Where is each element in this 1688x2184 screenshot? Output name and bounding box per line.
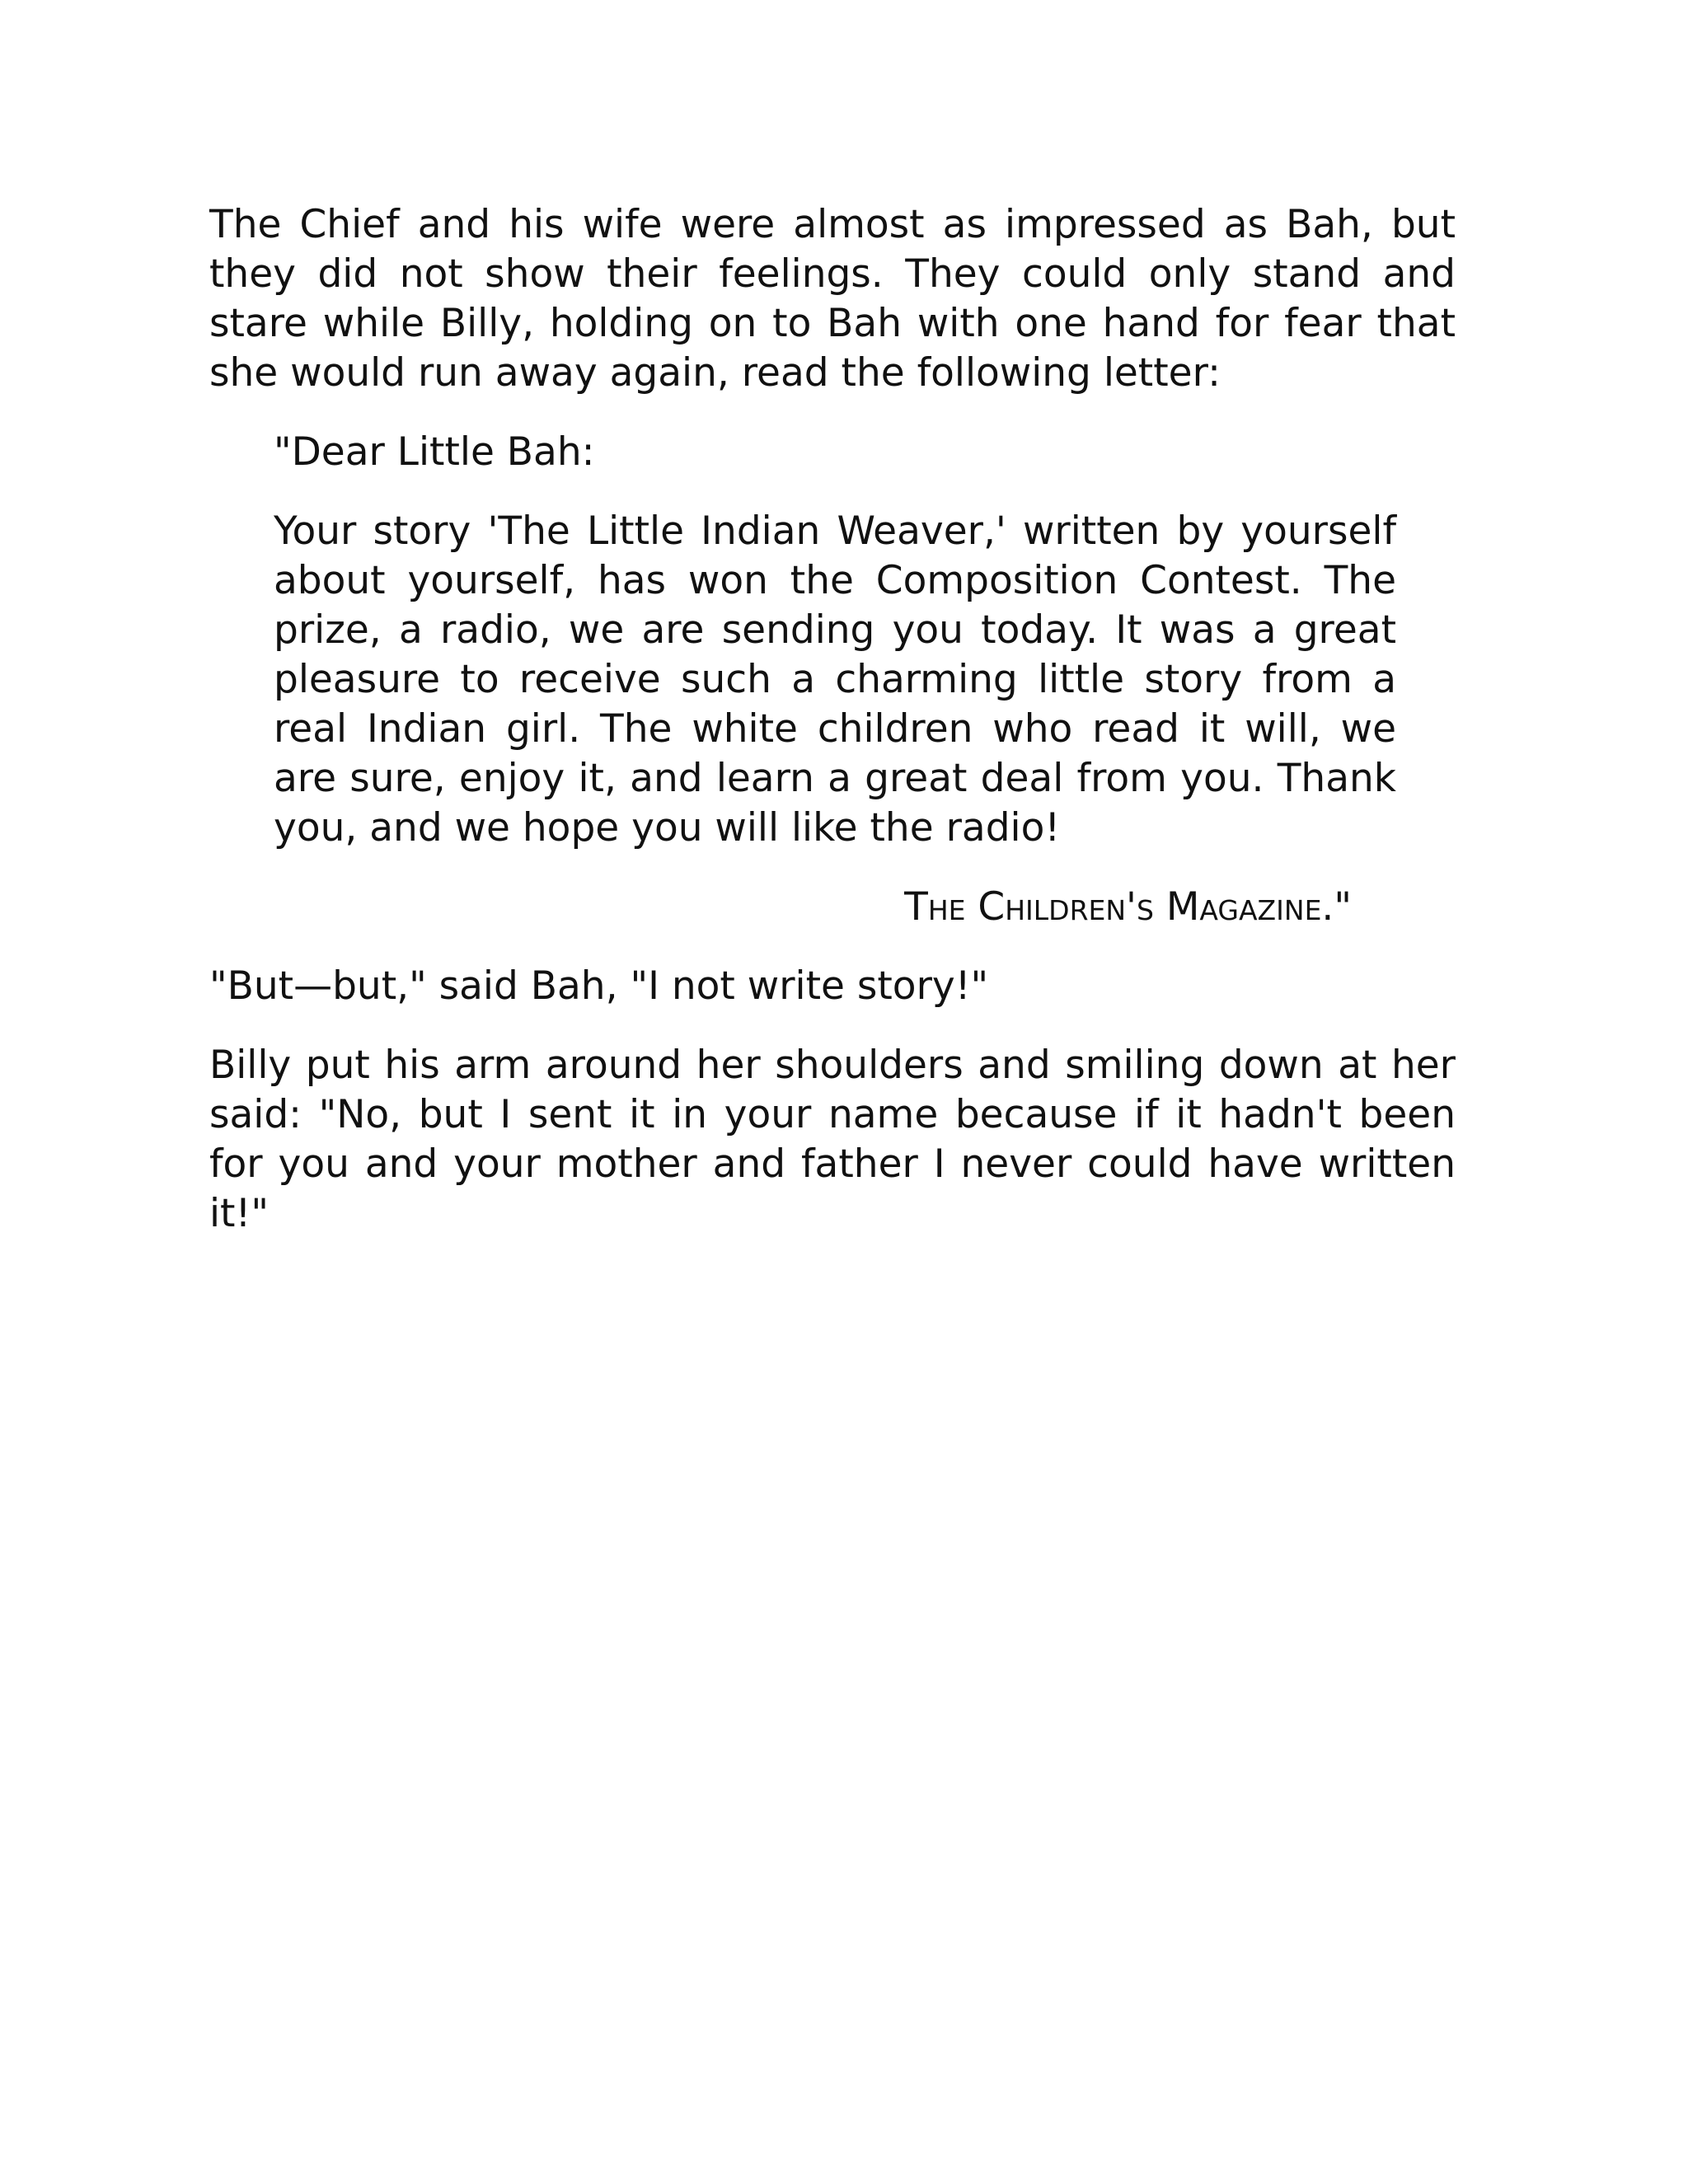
paragraph: Billy put his arm around her shoulders and smiling down at her said: "No, but I sent it in your name because if it hadn't been for you and your mother and father I never could have written it!" [209, 1043, 1456, 1236]
letter-signature [274, 883, 1352, 932]
paragraph: "But—but," said Bah, "I not write story!" [209, 963, 989, 1009]
text-body [209, 200, 1456, 1268]
signature-text: The Children's Magazine. [904, 884, 1334, 930]
letter-body: Your story 'The Little Indian Weaver,' written by yourself about yourself, has won the Composition Contest. The prize, a radio, we are sending you today. It was a great pleasure to receive such a charming little story from a real Indian girl. The white children who read it will, we are sure, enjoy it, and learn a great deal from you. Thank you, and we hope you will like the radio! [274, 509, 1396, 851]
paragraph: The Chief and his wife were almost as impressed as Bah, but they did not show their feelings. They could only stand and stare while Billy, holding on to Bah with one hand for fear that she would run away again, read the following letter: [209, 202, 1456, 396]
signature-close-quote: " [1334, 884, 1352, 930]
letter-block [274, 428, 1396, 932]
letter-salutation: "Dear Little Bah: [274, 429, 595, 475]
